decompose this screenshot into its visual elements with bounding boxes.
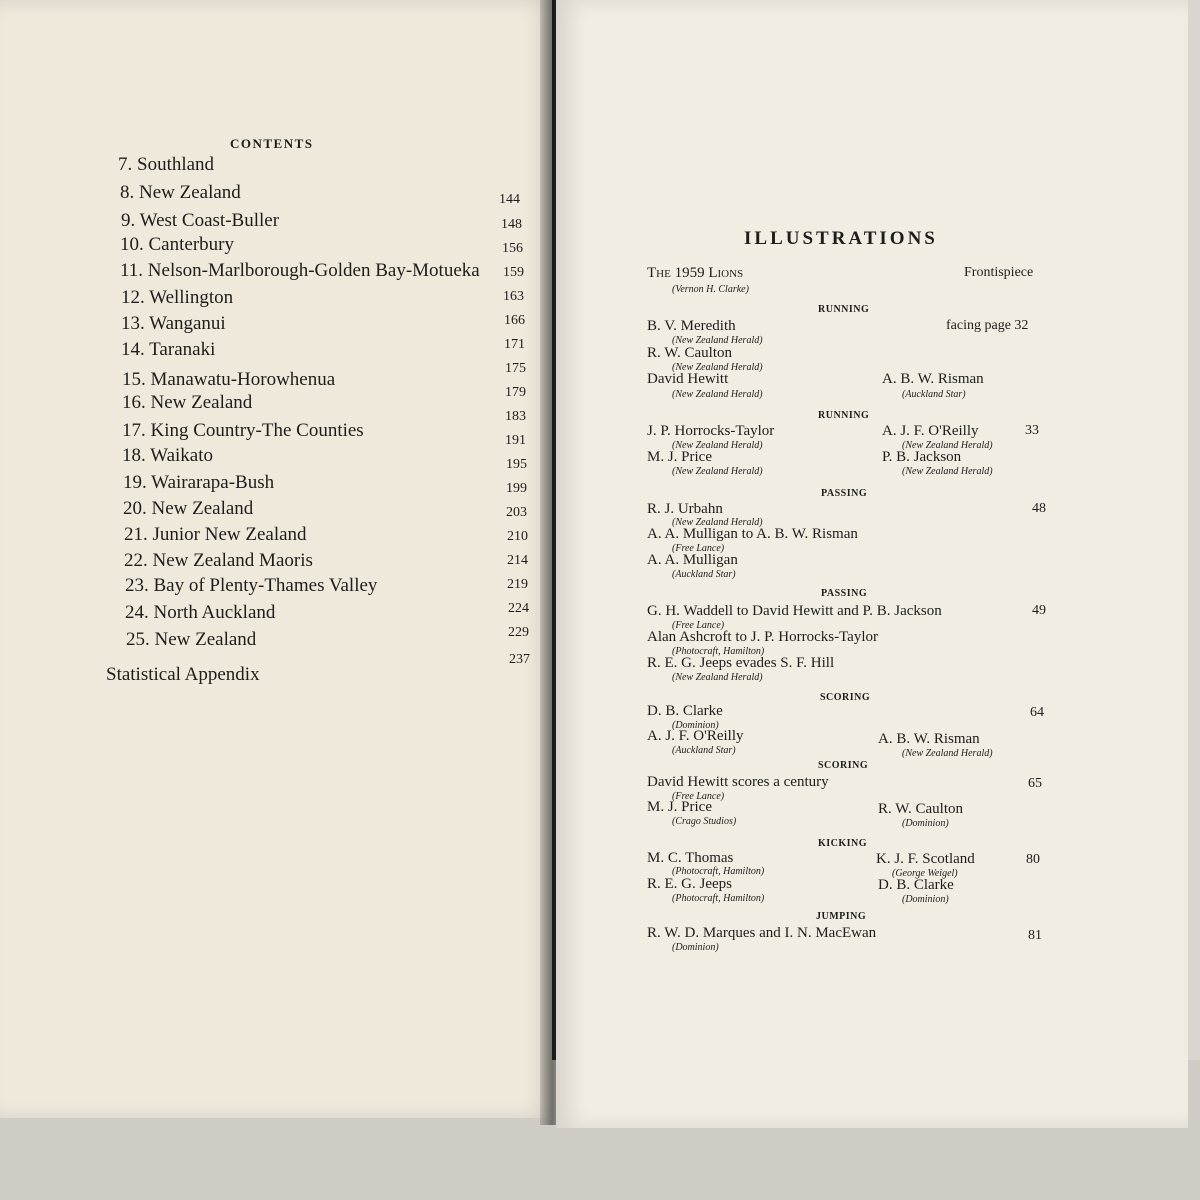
- illustration-title: D. B. Clarke: [647, 703, 723, 719]
- page-number: 210: [507, 529, 528, 544]
- contents-entry: 24. North Auckland: [125, 602, 276, 623]
- section-heading: RUNNING: [818, 410, 870, 421]
- page-number: 163: [503, 289, 524, 304]
- illustration-title: David Hewitt: [647, 371, 729, 387]
- left-page: [0, 0, 552, 1118]
- section-heading: RUNNING: [818, 304, 870, 315]
- page-number: 219: [507, 577, 528, 592]
- page-reference: 80: [1026, 852, 1040, 867]
- contents-entry: 14. Taranaki: [121, 339, 216, 360]
- photo-credit: (New Zealand Herald): [672, 362, 763, 373]
- contents-entry: 20. New Zealand: [123, 498, 254, 519]
- page-number: 199: [506, 481, 527, 496]
- page-reference: Frontispiece: [964, 265, 1034, 280]
- photo-credit: (Dominion): [672, 942, 719, 953]
- section-heading: JUMPING: [816, 911, 867, 922]
- right-page: [556, 0, 1188, 1128]
- page-reference: 81: [1028, 928, 1042, 943]
- illustration-title: K. J. F. Scotland: [876, 851, 975, 867]
- page-reference: 49: [1032, 603, 1046, 618]
- contents-entry: 18. Waikato: [122, 445, 213, 466]
- photo-credit: (New Zealand Herald): [672, 440, 763, 451]
- contents-entry: 23. Bay of Plenty-Thames Valley: [125, 575, 378, 596]
- contents-entry: 17. King Country-The Counties: [122, 420, 364, 441]
- illustration-title: M. C. Thomas: [647, 850, 734, 866]
- illustration-title: A. A. Mulligan: [647, 552, 738, 568]
- section-heading: KICKING: [818, 838, 868, 849]
- page-number: 214: [507, 553, 528, 568]
- section-heading: PASSING: [821, 488, 868, 499]
- illustration-title: The 1959 Lions: [647, 265, 744, 281]
- illustration-title: R. E. G. Jeeps: [647, 876, 732, 892]
- illustration-title: A. B. W. Risman: [878, 731, 980, 747]
- page-number: 179: [505, 385, 526, 400]
- photo-credit: (New Zealand Herald): [672, 672, 763, 683]
- page-reference: 65: [1028, 776, 1042, 791]
- page-number: 175: [505, 361, 526, 376]
- illustration-title: Alan Ashcroft to J. P. Horrocks-Taylor: [647, 629, 878, 645]
- page-number: 237: [509, 652, 530, 667]
- page-number: 191: [505, 433, 526, 448]
- photo-credit: (Vernon H. Clarke): [672, 284, 749, 295]
- contents-entry: 19. Wairarapa-Bush: [123, 472, 275, 493]
- photo-credit: (Dominion): [902, 894, 949, 905]
- page-number: 166: [504, 313, 525, 328]
- illustration-title: A. J. F. O'Reilly: [647, 728, 744, 744]
- section-heading: PASSING: [821, 588, 868, 599]
- photo-credit: (New Zealand Herald): [902, 440, 993, 451]
- photo-credit: (Free Lance): [672, 791, 725, 802]
- contents-entry: 13. Wanganui: [121, 313, 226, 334]
- illustration-title: David Hewitt scores a century: [647, 774, 829, 790]
- page-reference: 33: [1025, 423, 1039, 438]
- page-number: 224: [508, 601, 529, 616]
- contents-entry: 15. Manawatu-Horowhenua: [122, 369, 336, 390]
- page-number: 195: [506, 457, 527, 472]
- illustration-title: M. J. Price: [647, 799, 712, 815]
- photo-credit: (Auckland Star): [902, 389, 966, 400]
- photo-credit: (New Zealand Herald): [902, 748, 993, 759]
- section-heading: SCORING: [820, 692, 871, 703]
- page-number: 156: [502, 241, 523, 256]
- illustration-title: A. A. Mulligan to A. B. W. Risman: [647, 526, 858, 542]
- photo-credit: (Free Lance): [672, 543, 725, 554]
- contents-entry: 10. Canterbury: [120, 234, 234, 255]
- illustration-title: R. E. G. Jeeps evades S. F. Hill: [647, 655, 835, 671]
- illustrations-title: ILLUSTRATIONS: [744, 228, 938, 249]
- photo-credit: (New Zealand Herald): [672, 335, 763, 346]
- illustration-title: J. P. Horrocks-Taylor: [647, 423, 775, 439]
- illustration-title: G. H. Waddell to David Hewitt and P. B. Jackson: [647, 603, 942, 619]
- illustration-title: R. W. D. Marques and I. N. MacEwan: [647, 925, 877, 941]
- contents-heading: CONTENTS: [230, 136, 314, 151]
- illustration-title: R. W. Caulton: [647, 345, 733, 361]
- illustration-title: P. B. Jackson: [882, 449, 962, 465]
- photo-credit: (Auckland Star): [672, 745, 736, 756]
- photo-credit: (Photocraft, Hamilton): [672, 646, 765, 657]
- contents-entry: 25. New Zealand: [126, 629, 257, 650]
- contents-entry: 16. New Zealand: [122, 392, 253, 413]
- page-number: 144: [499, 192, 520, 207]
- page-reference: facing page 32: [946, 318, 1029, 333]
- page-reference: 48: [1032, 501, 1046, 516]
- page-number: 148: [501, 217, 522, 232]
- photo-credit: (Photocraft, Hamilton): [672, 893, 765, 904]
- contents-entry: 9. West Coast-Buller: [121, 210, 280, 231]
- photo-credit: (New Zealand Herald): [902, 466, 993, 477]
- page-number: 183: [505, 409, 526, 424]
- photo-credit: (New Zealand Herald): [672, 389, 763, 400]
- photo-credit: (Free Lance): [672, 620, 725, 631]
- photo-credit: (Auckland Star): [672, 569, 736, 580]
- page-number: 229: [508, 625, 529, 640]
- page-number: 203: [506, 505, 527, 520]
- page-number: 171: [504, 337, 525, 352]
- section-heading: SCORING: [818, 760, 869, 771]
- photo-credit: (New Zealand Herald): [672, 517, 763, 528]
- illustration-title: R. W. Caulton: [878, 801, 964, 817]
- page-number: 159: [503, 265, 524, 280]
- photo-credit: (Dominion): [672, 720, 719, 731]
- page-reference: 64: [1030, 705, 1044, 720]
- contents-entry: 12. Wellington: [121, 287, 234, 308]
- contents-entry: 22. New Zealand Maoris: [124, 550, 313, 571]
- contents-entry: 21. Junior New Zealand: [124, 524, 307, 545]
- photo-credit: (New Zealand Herald): [672, 466, 763, 477]
- contents-entry: 11. Nelson-Marlborough-Golden Bay-Motueka: [120, 260, 480, 281]
- contents-entry-appendix: Statistical Appendix: [106, 664, 260, 685]
- illustration-title: A. B. W. Risman: [882, 371, 984, 387]
- illustration-title: M. J. Price: [647, 449, 712, 465]
- contents-entry: 7. Southland: [118, 154, 215, 175]
- photo-credit: (George Weigel): [892, 868, 958, 879]
- illustration-title: B. V. Meredith: [647, 318, 736, 334]
- illustration-title: A. J. F. O'Reilly: [882, 423, 979, 439]
- illustration-title: R. J. Urbahn: [647, 501, 723, 517]
- photo-credit: (Dominion): [902, 818, 949, 829]
- contents-entry: 8. New Zealand: [120, 182, 241, 203]
- photo-credit: (Crago Studios): [672, 816, 737, 827]
- illustration-title: D. B. Clarke: [878, 877, 954, 893]
- photo-credit: (Photocraft, Hamilton): [672, 866, 765, 877]
